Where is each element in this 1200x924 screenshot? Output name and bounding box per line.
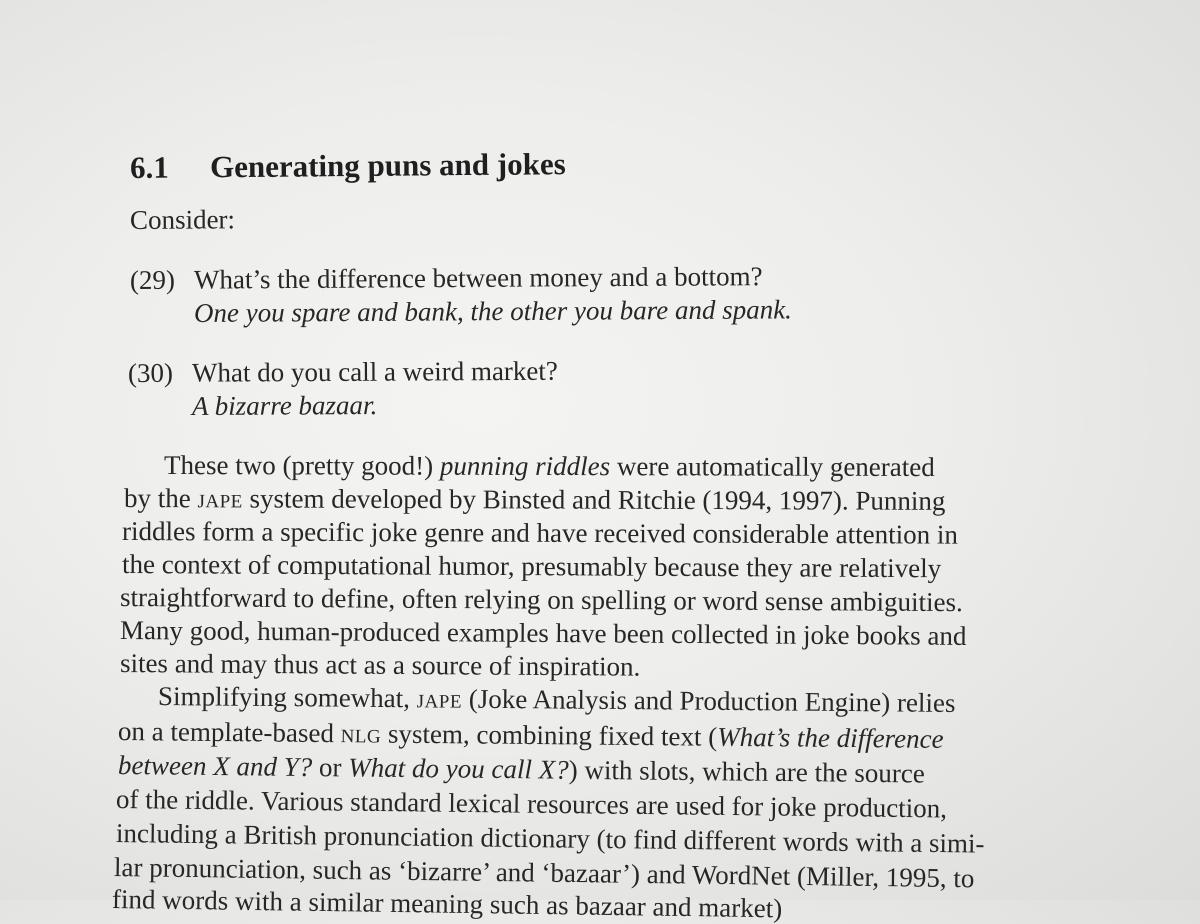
para2-line6: lar pronunciation, such as ‘bizarre’ and ‘bazaar’) and WordNet (Miller, 1995, to — [113, 852, 975, 894]
para2-line7: find words with a similar meaning such as bazaar and market) — [111, 884, 783, 924]
para1-line3: riddles form a specific joke genre and have received considerable attention in — [121, 516, 958, 550]
para2-line1-end: (Joke Analysis and Production Engine) relies — [461, 683, 956, 718]
para2-nlg: nlg — [340, 718, 382, 749]
para1-line5: straightforward to define, often relying on spelling or word sense ambiguities. — [119, 582, 963, 618]
para1-line2-start: by the — [123, 483, 198, 514]
example-30-answer: A bizarre bazaar. — [191, 390, 378, 421]
para1-line2-end: system developed by Binsted and Ritchie (1994, 1997). Punning — [242, 483, 946, 516]
para1-jape: jape — [197, 483, 243, 514]
example-30-number: (30) — [127, 357, 174, 388]
para2-line3-end: ) with slots, which are the source — [568, 754, 925, 789]
para2-line3 — [118, 750, 925, 789]
example-30-question — [128, 356, 558, 389]
para2-line5: including a British pronunciation dictionary (to find different words with a simi- — [115, 818, 985, 859]
example-29-answer: One you spare and bank, the other you bare and spank. — [193, 294, 792, 328]
para1-line6: Many good, human-produced examples have been collected in joke books and — [119, 615, 967, 651]
example-29-question — [130, 261, 763, 296]
para2-template-1-start: What’s the difference — [717, 721, 944, 754]
para2-line1-start: Simplifying somewhat, — [157, 681, 417, 714]
para2-line4: of the riddle. Various standard lexical resources are used for joke production, — [115, 784, 948, 824]
para2-template-1-end: between X and Y? — [117, 750, 313, 783]
para2-line2-mid: system, combining fixed text ( — [381, 718, 718, 752]
para2-jape: jape — [416, 683, 463, 714]
example-29-question-text: What’s the difference between money and a bottom? — [193, 261, 763, 295]
section-number: 6.1 — [129, 149, 169, 185]
example-29-number: (29) — [129, 264, 176, 295]
para1-line1-start: These two (pretty good!) — [163, 450, 440, 481]
para1-line1 — [164, 450, 935, 483]
section-heading — [130, 146, 566, 186]
para1-line4: the context of computational humor, presumably because they are relatively — [121, 549, 942, 584]
para1-line7: sites and may thus act as a source of inspiration. — [119, 648, 641, 682]
section-title: Generating puns and jokes — [209, 146, 566, 185]
intro-text: Consider: — [129, 204, 236, 235]
para2-template-2: What do you call X? — [348, 752, 569, 785]
para2-line2 — [118, 716, 944, 755]
para2-or: or — [312, 752, 349, 783]
para1-line1-end: were automatically generated — [610, 451, 935, 483]
para1-line2 — [124, 483, 946, 517]
para1-term-punning-riddles: punning riddles — [439, 450, 611, 482]
para2-line2-start: on a template-based — [117, 716, 341, 749]
example-30-question-text: What do you call a weird market? — [191, 355, 558, 388]
para2-line1 — [158, 681, 956, 719]
